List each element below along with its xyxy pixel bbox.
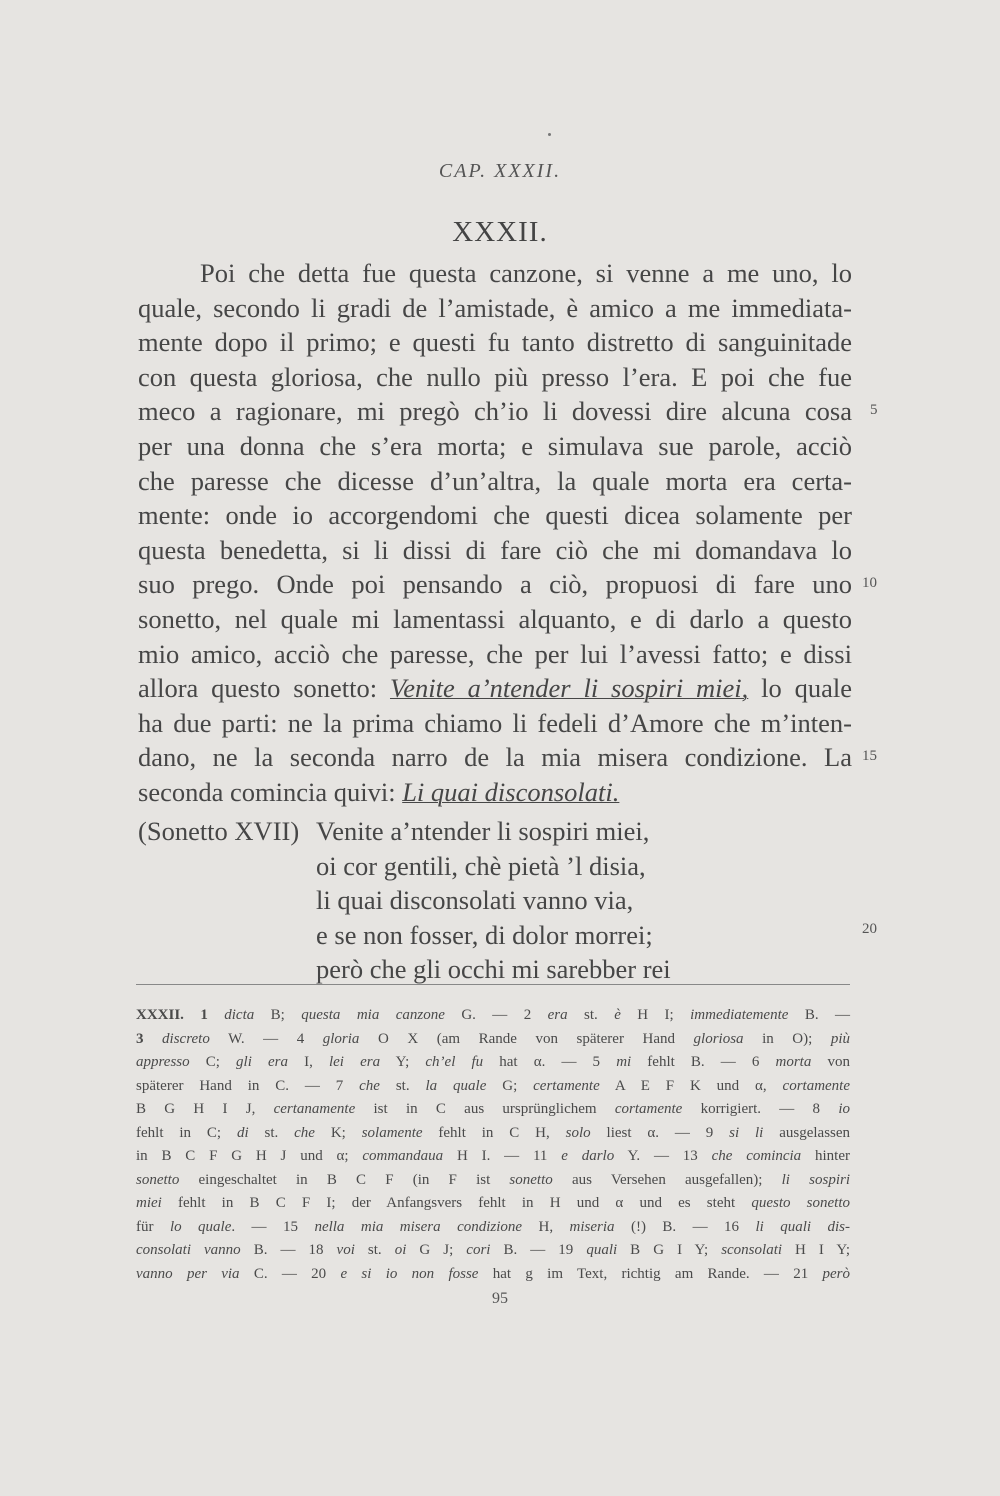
apparatus-line (136, 1028, 850, 1052)
apparatus-text: A E F K und α, (599, 1077, 783, 1094)
apparatus-variant: dicta (224, 1007, 255, 1023)
apparatus-text: H I Y; (782, 1242, 850, 1258)
apparatus-text: I, (287, 1054, 329, 1070)
apparatus-variant: di (236, 1124, 249, 1141)
prose-line-12: mio amico, acciò che paresse, che per lui l’avessi fatto; e dissi (138, 638, 852, 669)
apparatus-text: eingeschaltet in B C F (in F ist (179, 1171, 510, 1188)
apparatus-variant: commandaua (362, 1148, 444, 1164)
sonnet (138, 814, 852, 987)
prose-line-6: per una donna che s’era morta; e simulava sue parole, acciò (138, 430, 852, 461)
apparatus-text: G; (486, 1077, 534, 1094)
apparatus-variant: questo sonetto (751, 1195, 850, 1211)
ink-speck (548, 133, 551, 136)
apparatus-text: B. — (788, 1007, 850, 1023)
apparatus-variant: sonetto (509, 1171, 553, 1188)
apparatus-line (136, 1239, 850, 1263)
prose-line-2: quale, secondo li gradi de l’amistade, è amico a me immediata- (138, 292, 852, 323)
apparatus-variant: cortamente (782, 1077, 851, 1094)
apparatus-text: W. — 4 (209, 1030, 323, 1047)
apparatus-variant: discreto (162, 1030, 210, 1047)
apparatus-variant: oi (394, 1242, 407, 1258)
apparatus-variant: solamente (361, 1124, 423, 1141)
apparatus-text: ausgelassen (763, 1124, 851, 1141)
sonnet-verse-3: li quai disconsolati vanno via, (316, 885, 634, 916)
apparatus-variant: lo quale (169, 1218, 232, 1235)
apparatus-line (136, 1098, 850, 1122)
apparatus-text: G J; (406, 1242, 467, 1258)
sonnet-verse-4: e se non fosser, di dolor morrei; (316, 919, 653, 950)
apparatus-text: st. (354, 1242, 395, 1258)
prose-line-13-c: lo quale (748, 673, 852, 704)
apparatus-variant: gli era (236, 1054, 288, 1070)
prose-line-14: ha due parti: ne la prima chiamo li fedeli d’Amore che m’inten- (138, 707, 852, 738)
sonnet-verse-5: però che gli occhi mi sarebber rei (316, 954, 671, 985)
apparatus-text: fehlt B. — 6 (631, 1054, 776, 1070)
sonnet-verse-1: Venite a’ntender li sospiri miei, (316, 816, 650, 846)
apparatus-text: Y; (380, 1054, 426, 1070)
apparatus-text: O X (am Rande von späterer Hand (359, 1030, 694, 1047)
page-number: 95 (492, 1290, 508, 1307)
prose-line-11: sonetto, nel quale mi lamentassi alquanto, e di darlo a questo (138, 603, 852, 634)
apparatus-text: hinter (801, 1148, 850, 1164)
apparatus-text: Y. — 13 (614, 1148, 712, 1164)
apparatus-variant: mi (616, 1054, 632, 1070)
apparatus-text: in O); (743, 1030, 831, 1047)
apparatus-variant: ch’el fu (425, 1054, 484, 1070)
apparatus-text: (!) B. — 16 (614, 1218, 756, 1235)
line-number-20: 20 (862, 921, 877, 937)
apparatus-text: korrigiert. — 8 (682, 1101, 839, 1117)
apparatus-text: K; (314, 1124, 362, 1141)
apparatus-text: B G H I J, (136, 1101, 274, 1117)
apparatus-variant: che (294, 1124, 315, 1141)
apparatus-variant: certanamente (273, 1101, 356, 1117)
apparatus-line (136, 1075, 850, 1099)
apparatus-text: C; (189, 1054, 237, 1070)
apparatus-text: aus Versehen ausgefallen); (552, 1171, 782, 1188)
apparatus-variant: gloria (322, 1030, 360, 1047)
prose-line-13 (138, 671, 852, 706)
apparatus-text: liest α. — 9 (590, 1124, 730, 1141)
apparatus-variant: gloriosa (693, 1030, 744, 1047)
apparatus-text: fehlt in C; (136, 1124, 237, 1141)
apparatus-text: 3 (136, 1030, 163, 1047)
apparatus-variant: cortamente (614, 1101, 683, 1117)
apparatus-variant: che comincia (711, 1148, 802, 1164)
apparatus-variant: appresso (136, 1054, 190, 1070)
apparatus-line (136, 1216, 850, 1240)
prose-line-5: meco a ragionare, mi pregò ch’io li dovessi dire alcuna cosa (138, 396, 852, 427)
apparatus-line (136, 1122, 850, 1146)
sonnet-label: (Sonetto XVII) (138, 816, 300, 846)
apparatus-text: st. (379, 1077, 426, 1094)
prose-line-9: questa benedetta, si li dissi di fare ciò che mi domandava lo (138, 534, 852, 565)
apparatus-text: für (136, 1218, 170, 1235)
prose-line-7: che paresse che dicesse d’un’altra, la quale morta era certa- (138, 465, 852, 496)
apparatus-variant: e si io non fosse (340, 1265, 479, 1282)
apparatus-variant: quali (586, 1242, 618, 1258)
prose-line-13-a: allora questo sonetto: (138, 673, 390, 704)
apparatus-text: H I; (620, 1007, 691, 1023)
line-number-10: 10 (862, 575, 877, 591)
prose-line-3: mente dopo il primo; e questi fu tanto distretto di sanguinitade (138, 327, 852, 358)
apparatus-line (136, 1192, 850, 1216)
line-number-5: 5 (870, 402, 878, 418)
apparatus-variant: più (830, 1030, 851, 1047)
critical-apparatus (136, 1004, 850, 1286)
apparatus-variant: consolati vanno (136, 1242, 241, 1258)
apparatus-variant: vanno per via (136, 1265, 240, 1282)
prose-line-10: suo prego. Onde poi pensando a ciò, propuosi di fare uno (138, 569, 852, 600)
apparatus-variant: miei (136, 1195, 162, 1211)
prose-line-4: con questa gloriosa, che nullo più presso l’era. E poi che fue (138, 361, 852, 392)
apparatus-variant: morta (775, 1054, 812, 1070)
apparatus-text: fehlt in B C F I; der Anfangsvers fehlt in H und α und es steht (161, 1195, 752, 1211)
apparatus-text: hat α. — 5 (483, 1054, 617, 1070)
apparatus-text: hat g im Text, richtig am Rande. — 21 (478, 1265, 823, 1282)
apparatus-variant: sonetto (136, 1171, 180, 1188)
apparatus-variant: la quale (425, 1077, 487, 1094)
apparatus-variant: nella mia misera condizione (314, 1218, 523, 1235)
apparatus-variant: certamente (533, 1077, 600, 1094)
apparatus-line (136, 1263, 850, 1287)
apparatus-variant: solo (565, 1124, 591, 1141)
apparatus-line (136, 1004, 850, 1028)
prose-line-1: Poi che detta fue questa canzone, si venne a me uno, lo (200, 258, 852, 288)
apparatus-text: ist in C aus ursprünglichem (355, 1101, 615, 1117)
apparatus-text: fehlt in C H, (422, 1124, 566, 1141)
apparatus-text: späterer Hand in C. — 7 (136, 1077, 360, 1094)
apparatus-line (136, 1169, 850, 1193)
apparatus-variant: lei era (328, 1054, 381, 1070)
apparatus-variant: però (822, 1265, 850, 1282)
prose-line-16 (138, 775, 852, 810)
sonnet-line-1 (138, 814, 852, 849)
prose-body (138, 256, 852, 810)
apparatus-chapter-ref: XXXII. (136, 1007, 184, 1023)
apparatus-line (136, 1145, 850, 1169)
apparatus-text: st. (567, 1007, 615, 1023)
apparatus-text: H, (522, 1218, 570, 1235)
apparatus-variant: si li (729, 1124, 764, 1141)
apparatus-variant: e darlo (561, 1148, 615, 1164)
sonnet-verse-2: oi cor gentili, chè pietà ’l disia, (316, 850, 646, 881)
line-number-15: 15 (862, 748, 877, 764)
prose-line-8: mente: onde io accorgendomi che questi dicea solamente per (138, 500, 852, 531)
apparatus-variant: li sospiri (781, 1171, 850, 1188)
prose-line-16-a: seconda comincia quivi: (138, 776, 403, 807)
prose-line-15: dano, ne la seconda narro de la mia misera condizione. La (138, 742, 852, 773)
footnote-rule (136, 984, 850, 985)
apparatus-variant: io (838, 1101, 850, 1117)
apparatus-text: H I. — 11 (443, 1148, 562, 1164)
chapter-title: XXXII. (452, 216, 548, 248)
sonnet-incipit-citation: Venite a’ntender li sospiri miei, (389, 673, 749, 704)
apparatus-text: B G I Y; (617, 1242, 722, 1258)
apparatus-variant: è (614, 1007, 621, 1023)
apparatus-variant: che (359, 1077, 380, 1094)
apparatus-text: C. — 20 (239, 1265, 341, 1282)
apparatus-variant: era (547, 1007, 568, 1023)
apparatus-variant: li quali dis- (755, 1218, 850, 1235)
apparatus-text: von (811, 1054, 850, 1070)
apparatus-text: in B C F G H J und α; (136, 1148, 363, 1164)
apparatus-variant: immediatemente (690, 1007, 789, 1023)
running-head: CAP. XXXII. (438, 160, 562, 182)
apparatus-text: B; (254, 1007, 302, 1023)
apparatus-variant: voi (336, 1242, 355, 1258)
apparatus-variant: miseria (569, 1218, 615, 1235)
apparatus-text: B. — 18 (240, 1242, 337, 1258)
apparatus-text: 1 (183, 1007, 225, 1023)
second-part-citation: Li quai disconsolati. (402, 776, 620, 807)
apparatus-variant: questa mia canzone (301, 1007, 445, 1023)
apparatus-text: B. — 19 (490, 1242, 587, 1258)
apparatus-variant: sconsolati (721, 1242, 783, 1258)
apparatus-text: G. — 2 (444, 1007, 548, 1023)
apparatus-text: st. (248, 1124, 295, 1141)
apparatus-variant: cori (466, 1242, 491, 1258)
apparatus-text: . — 15 (231, 1218, 315, 1235)
apparatus-line (136, 1051, 850, 1075)
